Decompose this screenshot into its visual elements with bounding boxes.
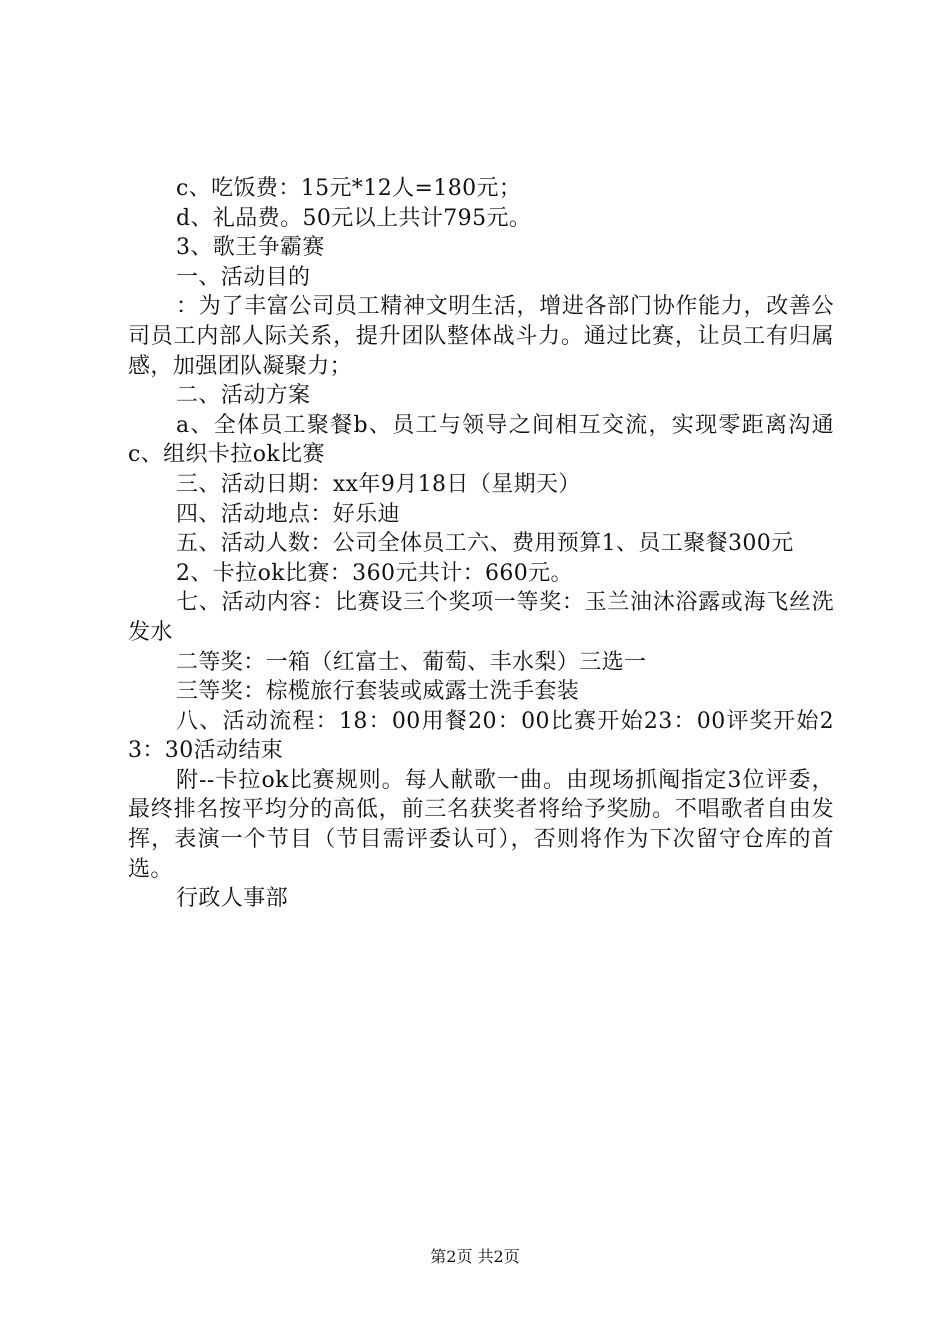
paragraph-plan-heading: 二、活动方案 [176, 383, 311, 409]
paragraph-rules: 附--卡拉ok比赛规则。每人献歌一曲。由现场抓阄指定3位评委，最终排名按平均分的高低，前三名获奖者将给予奖励。不唱歌者自由发挥，表演一个节目（节目需评委认可），否则将作为下次留守仓库的首选。 [128, 767, 834, 882]
document-body [128, 174, 834, 914]
paragraph-prizes-first: 七、活动内容：比赛设三个奖项一等奖：玉兰油沐浴露或海飞丝洗发水 [128, 590, 834, 645]
paragraph-meal-cost: c、吃饭费：15元*12人=180元； [176, 176, 522, 201]
paragraph-date: 三、活动日期：xx年9月18日（星期天） [176, 471, 581, 497]
paragraph-plan-text: a、全体员工聚餐b、员工与领导之间相互交流，实现零距离沟通c、组织卡拉ok比赛 [128, 412, 834, 468]
paragraph-department: 行政人事部 [176, 886, 289, 912]
paragraph-section-title: 3、歌王争霸赛 [176, 235, 325, 261]
page-footer: 第2页 共2页 [430, 1247, 520, 1266]
paragraph-schedule: 八、活动流程：18：00用餐20：00比赛开始23：00评奖开始23：30活动结束 [128, 708, 834, 764]
paragraph-prizes-second: 二等奖：一箱（红富士、葡萄、丰水梨）三选一 [176, 649, 647, 675]
paragraph-karaoke-cost: 2、卡拉ok比赛：360元共计：660元。 [176, 560, 573, 586]
paragraph-location: 四、活动地点：好乐迪 [176, 501, 401, 527]
paragraph-prizes-third: 三等奖：棕榄旅行套装或威露士洗手套装 [176, 679, 580, 705]
paragraph-gift-cost: d、礼品费。50元以上共计795元。 [176, 205, 532, 231]
paragraph-purpose-heading: 一、活动目的 [176, 264, 311, 290]
paragraph-attendees-budget: 五、活动人数：公司全体员工六、费用预算1、员工聚餐300元 [176, 531, 794, 557]
paragraph-purpose-text: ：为了丰富公司员工精神文明生活，增进各部门协作能力，改善公司员工内部人际关系，提升团队整体战斗力。通过比赛，让员工有归属感，加强团队凝聚力； [128, 294, 834, 379]
